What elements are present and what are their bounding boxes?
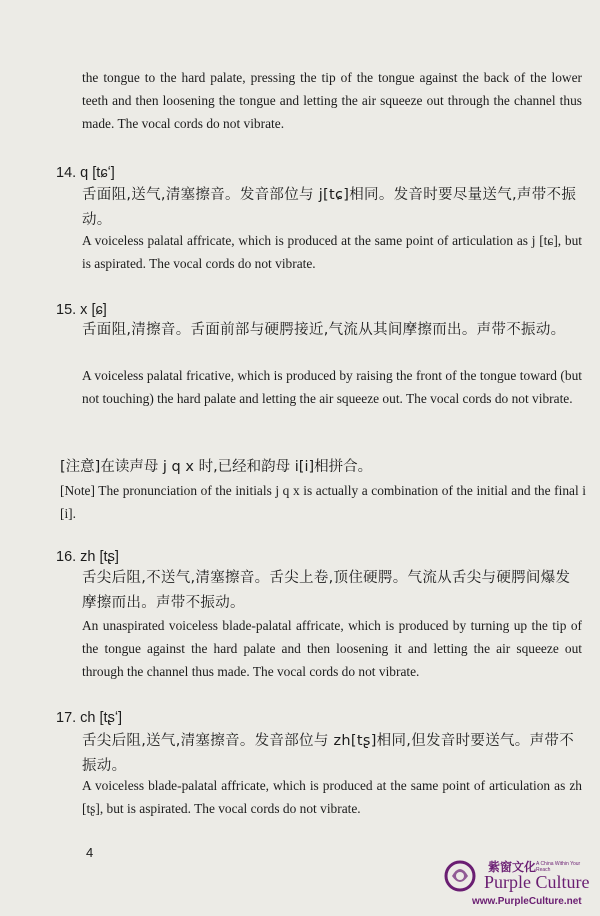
entry-14-english: A voiceless palatal affricate, which is produced at the same point of articulation as j [tɕ], but is aspirated. The vocal cords do not vibrate. xyxy=(82,233,582,271)
entry-16-chinese: 舌尖后阻,不送气,清塞擦音。舌尖上卷,顶住硬腭。气流从舌尖与硬腭间爆发摩擦而出。声带不振动。 xyxy=(82,570,571,611)
entry-17-heading: 17. ch [tʂʻ] xyxy=(56,710,123,726)
purple-culture-watermark xyxy=(440,858,590,908)
logo-chinese-name: 紫窗文化 xyxy=(488,860,537,874)
entry-16-english: An unaspirated voiceless blade-palatal affricate, which is produced by turning up the tip of the tongue against the hard palate and then loosening it and letting the air squeeze out through the channel thus made. The vocal cords do not vibrate. xyxy=(82,618,582,679)
entry-15-english: A voiceless palatal fricative, which is produced by raising the front of the tongue toward (but not touching) the hard palate and letting the air squeeze out. The vocal cords do not vibrate. xyxy=(82,368,582,406)
entry-15-heading: 15. x [ɕ] xyxy=(56,302,107,318)
logo-tagline: A China Within Your Reach xyxy=(536,861,581,873)
purple-culture-logo-icon xyxy=(440,858,480,898)
pronunciation-note xyxy=(60,455,586,525)
entry-14-chinese: 舌面阻,送气,清塞擦音。发音部位与 j[tɕ]相同。发音时要尽量送气,声带不振动。 xyxy=(82,187,577,228)
entry-17-english: A voiceless blade-palatal affricate, which is produced at the same point of articulation as zh [tʂ], but is aspirated. The vocal cords do not vibrate. xyxy=(82,778,582,816)
note-chinese: [注意]在读声母 j q x 时,已经和韵母 i[i]相拼合。 xyxy=(60,459,373,475)
page-number: 4 xyxy=(86,845,94,860)
entry-17-chinese: 舌尖后阻,送气,清塞擦音。发音部位与 zh[tʂ]相同,但发音时要送气。声带不振动。 xyxy=(82,733,574,774)
logo-brand-name: Purple Culture xyxy=(484,872,590,892)
intro-paragraph: the tongue to the hard palate, pressing the tip of the tongue against the back of the lower teeth and then loosening the tongue and letting the air squeeze out through the channel thus made. The vocal cords do not vibrate. xyxy=(82,70,582,131)
entry-15-chinese: 舌面阻,清擦音。舌面前部与硬腭接近,气流从其间摩擦而出。声带不振动。 xyxy=(82,322,566,338)
logo-url: www.PurpleCulture.net xyxy=(472,896,582,907)
entry-16-heading: 16. zh [tʂ] xyxy=(56,549,119,565)
note-english: [Note] The pronunciation of the initials j q x is actually a combination of the initial and the final i [i]. xyxy=(60,483,586,521)
entry-14-heading: 14. q [tɕʻ] xyxy=(56,165,115,181)
